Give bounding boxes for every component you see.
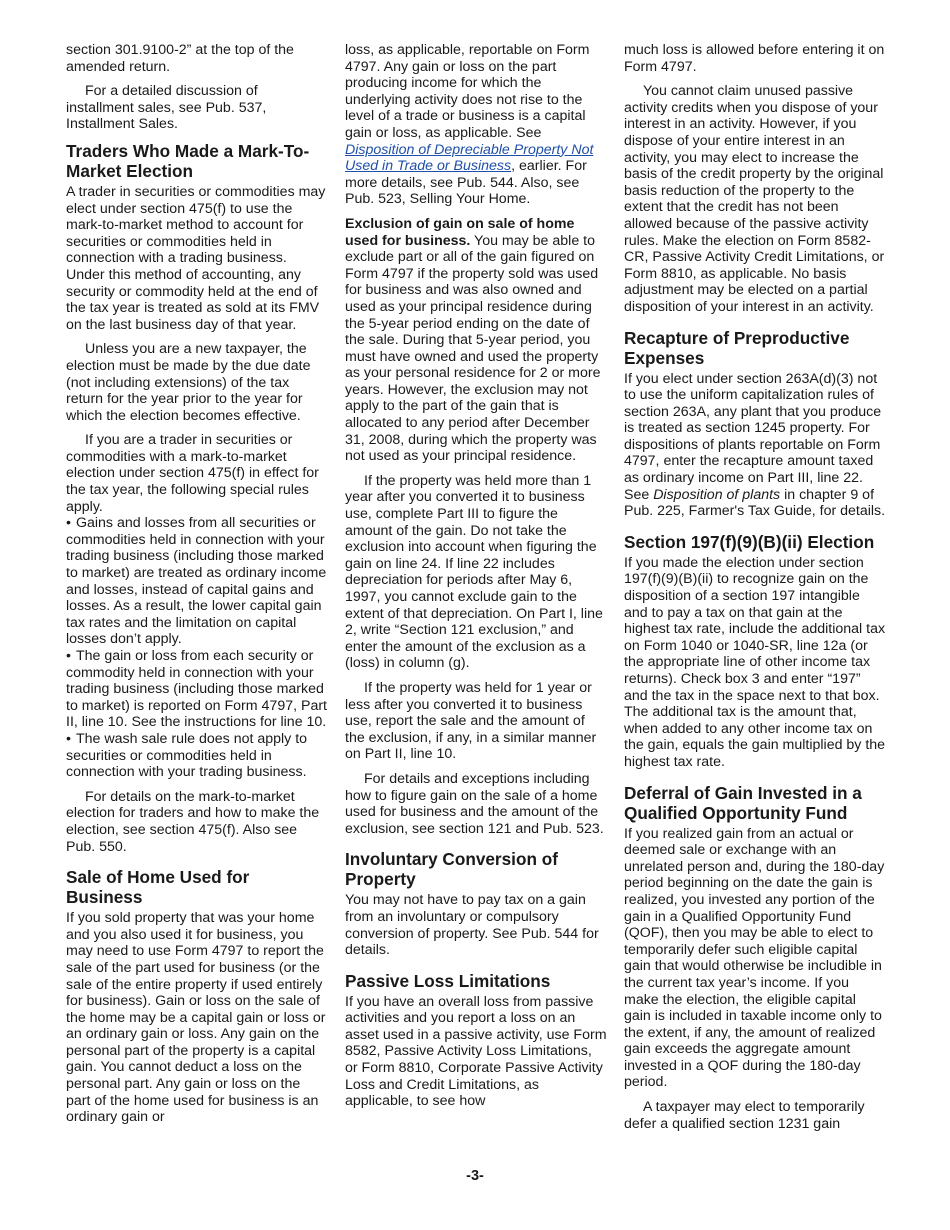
paragraph: If you made the election under section 197(f)(9)(B)(ii) to recognize gain on the disposition of a section 197 intangible and to pay a tax on that gain at the highest tax rate, include the additional tax on Form 1040 or 1040-SR, line 12a (or the appropriate line of other income tax returns). Check box 3 and enter “197” and the tax in the space next to that box. The additional tax is the amount that, when added to any other income tax on the gain, equals the gain multiplied by the highest tax rate. [624, 554, 886, 770]
paragraph [345, 216, 607, 465]
disposition-of-depreciable-property-link[interactable]: Disposition of Depreciable Property Not Used in Trade or Business [345, 141, 594, 175]
section-heading-recapture: Recapture of Preproductive Expenses [624, 327, 850, 368]
section-heading-197-election: Section 197(f)(9)(B)(ii) Election [624, 531, 875, 552]
column-middle [345, 42, 607, 1118]
section-heading-traders: Traders Who Made a Mark-To-Market Election [66, 140, 310, 181]
section-heading-involuntary-conversion: Involuntary Conversion of Property [345, 849, 558, 890]
paragraph [345, 42, 607, 208]
column-left [66, 42, 328, 1134]
section-heading-sale-of-home: Sale of Home Used for Business [66, 867, 250, 908]
column-right [624, 42, 886, 1140]
paragraph: section 301.9100-2” at the top of the amended return. [66, 42, 294, 75]
paragraph: For details on the mark-to-market election for traders and how to make the election, see section 475(f). Also see Pub. 550. [66, 788, 320, 855]
paragraph: If you have an overall loss from passive activities and you report a loss on an asset used in a passive activity, use Form 8582, Passive Activity Loss Limitations, or Form 8810, Corporate Passive Activity Loss and Credit Limitations, as applicable, to see how [345, 993, 607, 1110]
paragraph: A trader in securities or commodities may elect under section 475(f) to use the mark-to-market method to account for securities or commodities held in connection with a trading business. Under this method of accounting, any security or commodity held at the end of the tax year is treated as sold at its FMV on the last business day of that year. [66, 183, 326, 333]
paragraph-text: loss, as applicable, reportable on Form 4797. Any gain or loss on the part producing income for which the underlying activity does not rise to the level of a trade or business is a capital gain or loss, as applicable. See [345, 42, 590, 141]
bullet-item: • Gains and losses from all securities or commodities held in connection with your trading business (including those marked to market) are treated as ordinary income and losses, instead of capital gains and losses. As a result, the lower capital gain tax rates and the limitation on capital losses don’t apply. [66, 515, 328, 648]
paragraph [624, 371, 886, 520]
paragraph-text: , earlier. For more details, see Pub. 544. Also, see Pub. 523, Selling Your Home. [345, 158, 587, 208]
paragraph-text: You may be able to exclude part or all of the gain figured on Form 4797 if the property sold was used for business and was also owned and used as your principal residence during the 5-year period ending on the date of the sale. During that 5-year period, you must have owned and used the property as your personal residence for 2 or more years. However, the exclusion may not apply to the part of the gain that is allocated to any period after December 31, 2008, during which the property was not used as your principal residence. [345, 232, 601, 465]
paragraph: You may not have to pay tax on a gain from an involuntary or compulsory conversion of property. See Pub. 544 for details. [345, 892, 599, 959]
section-heading-passive-loss: Passive Loss Limitations [345, 970, 551, 991]
paragraph: You cannot claim unused passive activity credits when you dispose of your interest in an activity. However, if you dispose of your entire interest in an activity, you may elect to increase the basis of the credit property by the original basis reduction of the property to the extent that the credit has not been allowed because of the passive activity rules. Make the election on Form 8582-CR, Passive Activity Credit Limitations, or Form 8810, as applicable. No basis adjustment may be elected on a partial disposition of your interest in an activity. [624, 83, 885, 315]
section-heading-qof-deferral: Deferral of Gain Invested in a Qualified Opportunity Fund [624, 782, 862, 823]
paragraph: If you are a trader in securities or commodities with a mark-to-market election under section 475(f) in effect for the tax year, the following special rules apply. [66, 432, 319, 515]
paragraph: If you sold property that was your home and you also used it for business, you may need to use Form 4797 to report the sale of the part used for business (or the sale of the entire property if used entirely for business). Gain or loss on the sale of the home may be a capital gain or loss or an ordinary gain or loss. Any gain on the personal part of the property is a capital gain. You cannot deduct a loss on the personal part. Any gain or loss on the part of the home used for business is an ordinary gain or [66, 910, 326, 1126]
bullet-item: • The wash sale rule does not apply to securities or commodities held in connection with your trading business. [66, 731, 328, 781]
run-in-heading: Exclusion of gain on sale of home used for business. [345, 215, 575, 249]
paragraph: If the property was held for 1 year or less after you converted it to business use, report the sale and the amount of the exclusion, if any, in a similar manner on Part II, line 10. [345, 679, 597, 763]
paragraph: Unless you are a new taxpayer, the election must be made by the due date (not including extensions) of the tax return for the year prior to the year for which the election becomes effective. [66, 341, 311, 424]
paragraph: For a detailed discussion of installment sales, see Pub. 537, Installment Sales. [66, 83, 267, 133]
paragraph-text: in chapter 9 of Pub. 225, Farmer's Tax Guide, for details. [624, 486, 886, 520]
paragraph: For details and exceptions including how to figure gain on the sale of a home used for business and the amount of the exclusion, see section 121 and Pub. 523. [345, 770, 604, 837]
paragraph: If the property was held more than 1 year after you converted it to business use, complete Part III to figure the amount of the gain. Do not take the exclusion into account when figuring the gain on line 24. If line 22 includes depreciation for periods after May 6, 1997, you cannot exclude gain to the extent of that depreciation. On Part I, line 2, write “Section 121 exclusion,” and enter the amount of the exclusion as a (loss) in column (g). [345, 472, 603, 672]
paragraph: much loss is allowed before entering it on Form 4797. [624, 42, 885, 75]
paragraph-text: If you elect under section 263A(d)(3) not to use the uniform capitalization rules of section 263A, any plant that you produce is treated as section 1245 property. For dispositions of plants reportable on Form 4797, enter the recapture amount taxed as ordinary income on Part III, line 22. See [624, 370, 882, 503]
italic-reference: Disposition of plants [653, 486, 781, 503]
page-number: -3- [466, 1168, 484, 1184]
paragraph: A taxpayer may elect to temporarily defer a qualified section 1231 gain [624, 1099, 865, 1132]
paragraph: If you realized gain from an actual or deemed sale or exchange with an unrelated person and, during the 180-day period beginning on the date the gain is realized, you invested any portion of the gain in a Qualified Opportunity Fund (QOF), then you may be able to elect to temporarily defer such eligible capital gain that would otherwise be includible in the current tax year’s income. If you make the election, the eligible capital gain is included in taxable income only to the extent, if any, the amount of realized gain exceeds the aggregate amount invested in a QOF during the 180-day period. [624, 825, 885, 1091]
bullet-item: • The gain or loss from each security or commodity held in connection with your trading business (including those marked to market) is reported on Form 4797, Part II, line 10. See the instructions for line 10. [66, 648, 328, 731]
